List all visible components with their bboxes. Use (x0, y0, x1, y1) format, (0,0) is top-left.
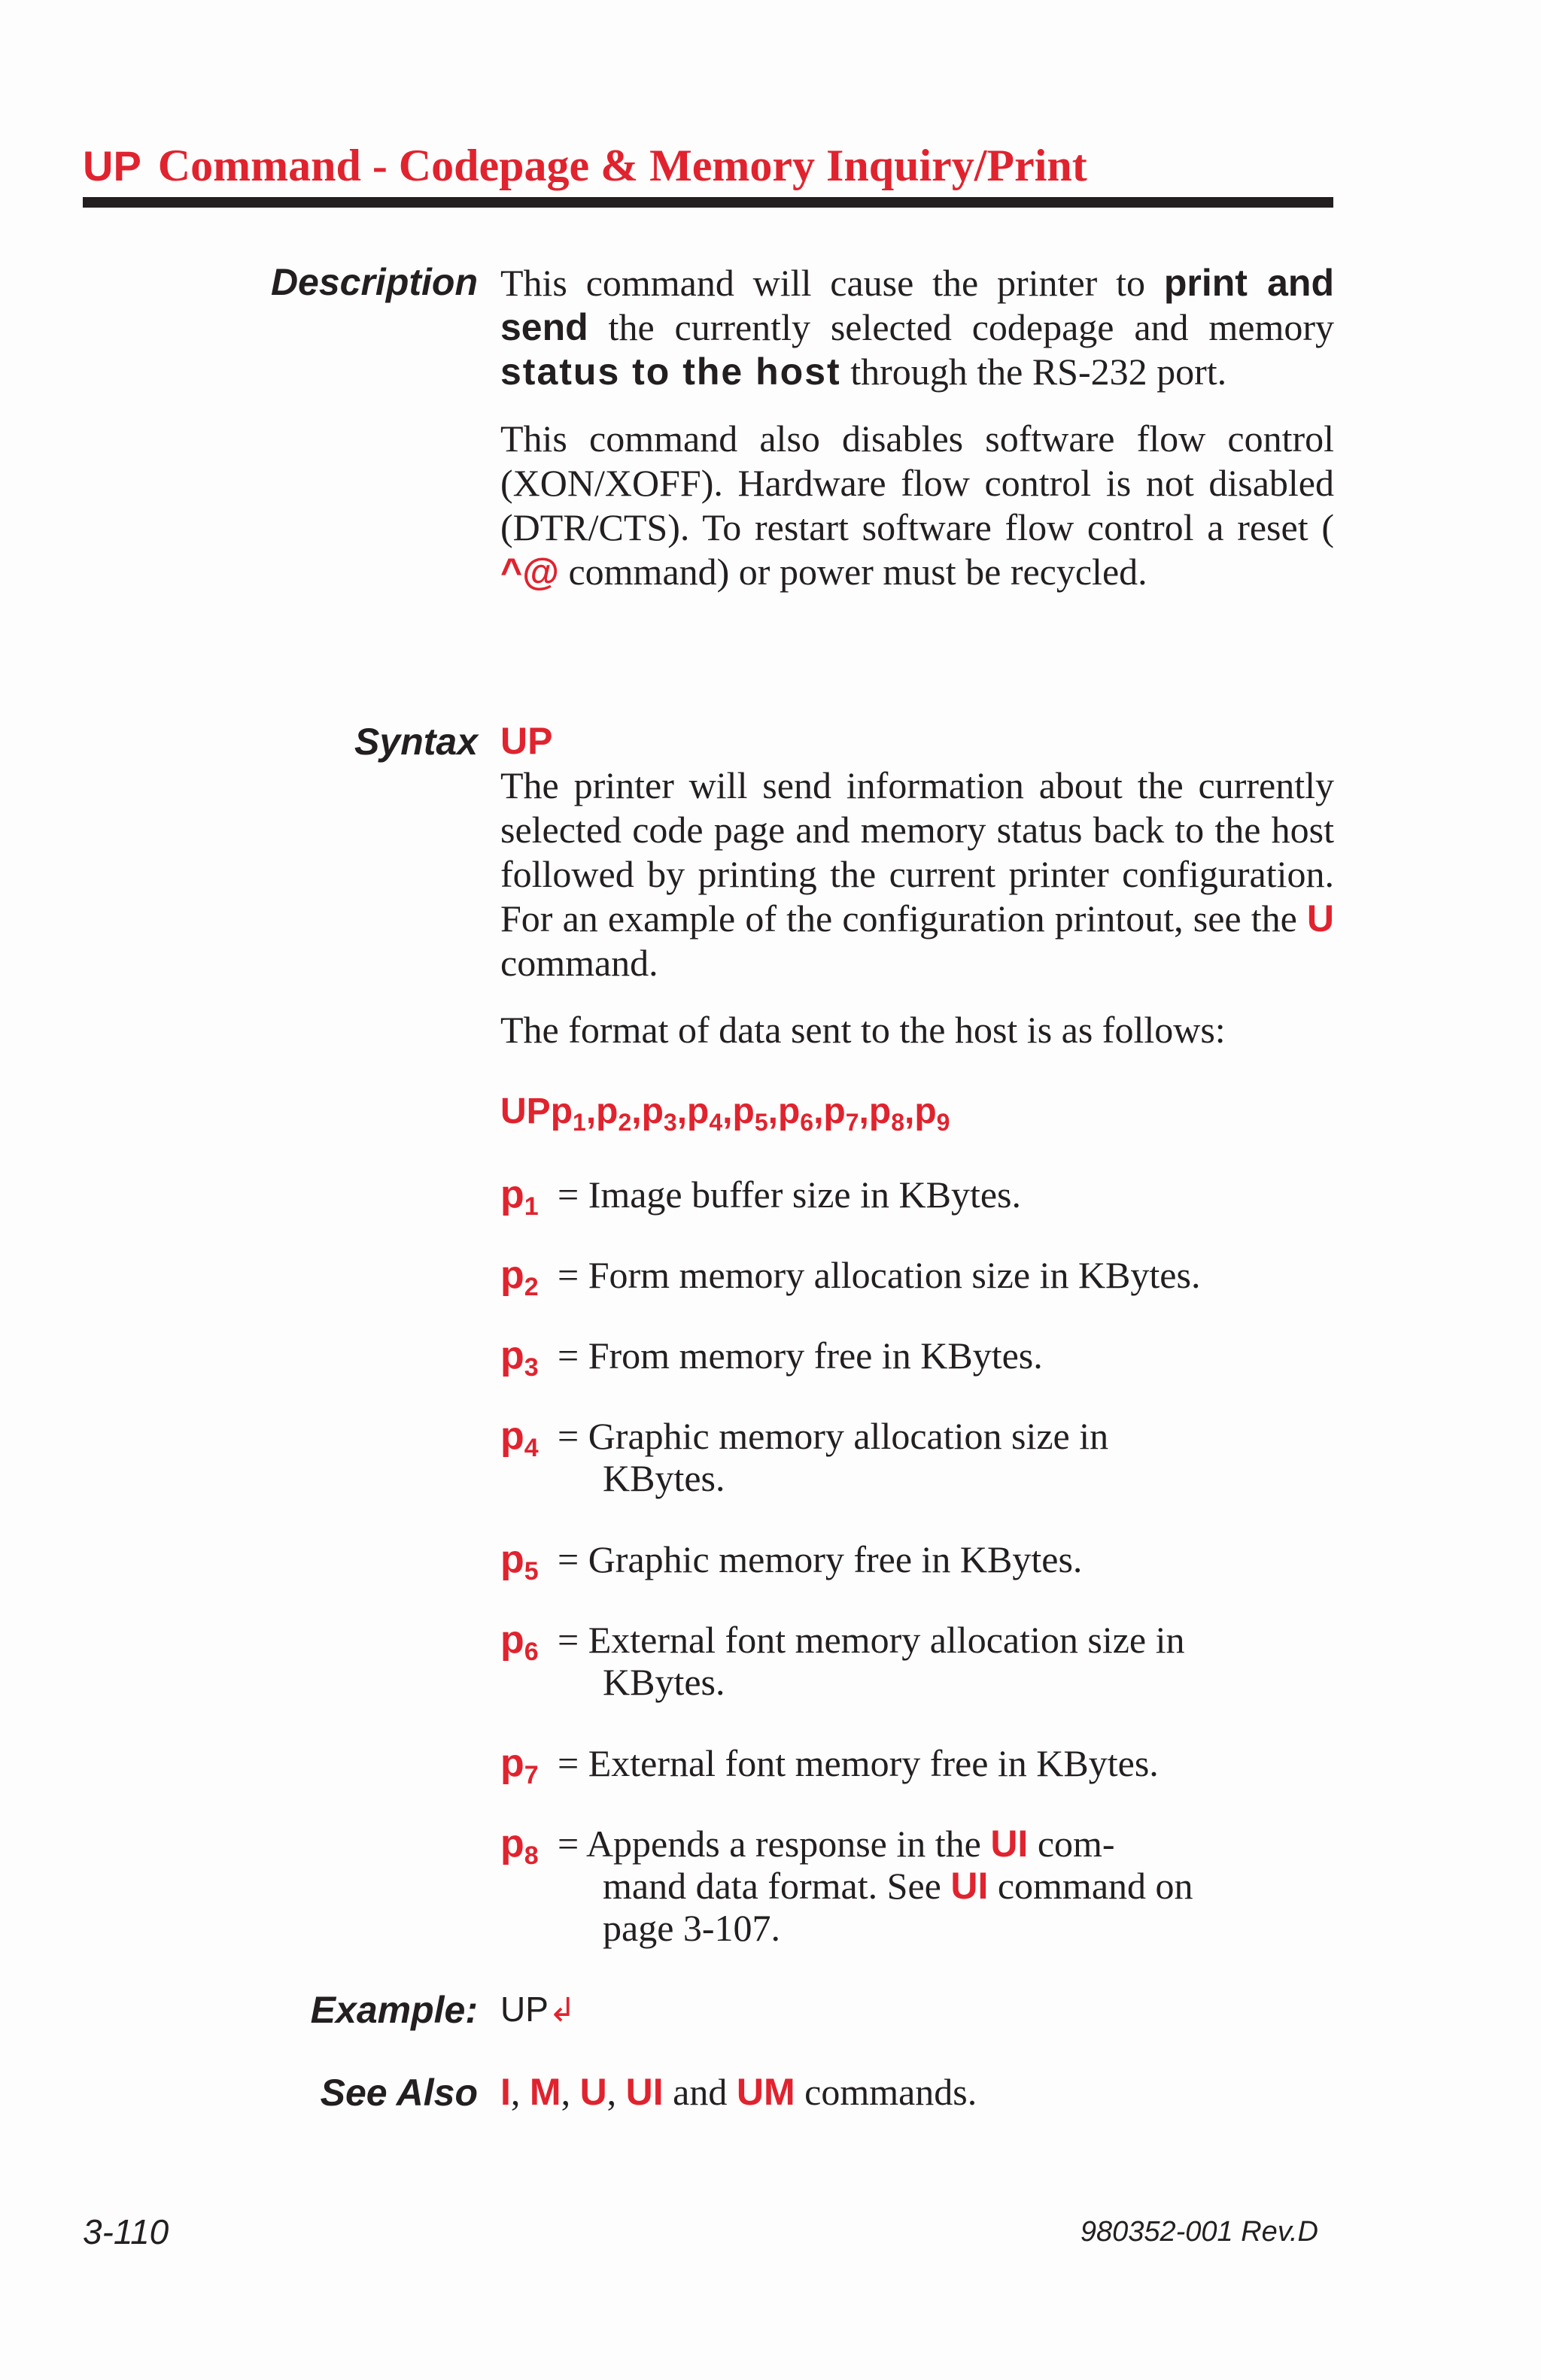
see-also-body: I, M, U, UI and UM commands. (500, 2071, 977, 2113)
u-command-ref: U (1306, 897, 1334, 940)
page-title: Command - Codepage & Memory Inquiry/Print (157, 141, 1087, 190)
description-paragraph-1: This command will cause the printer to print and send the currently selected codepage and memory status to the host through the RS-232 port. (500, 262, 1334, 393)
page-header (83, 135, 1332, 196)
param-p8: $p_8$ = Appends a response in the UI com- mand data format. See UI command on page 3-107. (500, 1822, 1193, 1949)
ui-command-ref: UI (990, 1823, 1029, 1865)
page-number: 3-110 (83, 2212, 169, 2251)
see-also-ui: UI (625, 2071, 664, 2113)
return-icon: ↲ (548, 1992, 576, 2029)
see-also-m: M (529, 2071, 561, 2113)
syntax-paragraph-2: The format of data sent to the host is as follows: (500, 1009, 1226, 1051)
param-p5: $p_5$ = Graphic memory free in KBytes. (500, 1538, 1083, 1586)
see-also-label: See Also (320, 2072, 478, 2114)
syntax-label: Syntax (354, 721, 478, 763)
document-number: 980352-001 Rev.D (1080, 2216, 1318, 2248)
format-string: $UPp_1,p_2,p_3,p_4,p_5,p_6,p_7,p_8,p_9$ (500, 1091, 950, 1136)
see-also-um: UM (736, 2071, 795, 2113)
param-p7: $p_7$ = External font memory free in KBytes. (500, 1741, 1159, 1790)
param-p6: $p_6$ = External font memory allocation size in KBytes. (500, 1618, 1185, 1703)
param-p2: $p_2$ = Form memory allocation size in KBytes. (500, 1253, 1201, 1301)
example-label: Example: (310, 1989, 478, 2031)
header-rule (83, 197, 1333, 208)
syntax-paragraph-1: The printer will send information about the currently selected code page and memory status back to the host followed by printing the current printer configuration. For an example of the configuration printout, see the U command. (500, 764, 1334, 984)
see-also-u: U (579, 2071, 607, 2113)
see-also-i: I (500, 2071, 511, 2113)
header-command: UP (83, 142, 141, 190)
description-body (500, 261, 1334, 594)
param-p4: $p_4$ = Graphic memory allocation size in KBytes. (500, 1414, 1109, 1499)
ui-command-ref-2: UI (950, 1865, 989, 1907)
description-paragraph-2: This command also disables software flow control (XON/XOFF). Hardware flow control is not disabled (DTR/CTS). To restart software flow control a reset ( ^@ command) or power must be recycled. (500, 417, 1334, 593)
param-p3: $p_3$ = From memory free in KBytes. (500, 1334, 1043, 1382)
param-p1: $p_1$ = Image buffer size in KBytes. (500, 1173, 1021, 1221)
description-label: Description (270, 261, 478, 303)
syntax-body (500, 719, 1334, 1052)
syntax-command: UP (500, 720, 553, 762)
reset-command: ^@ (500, 551, 559, 593)
example-code: UP↲ (500, 1990, 576, 2029)
